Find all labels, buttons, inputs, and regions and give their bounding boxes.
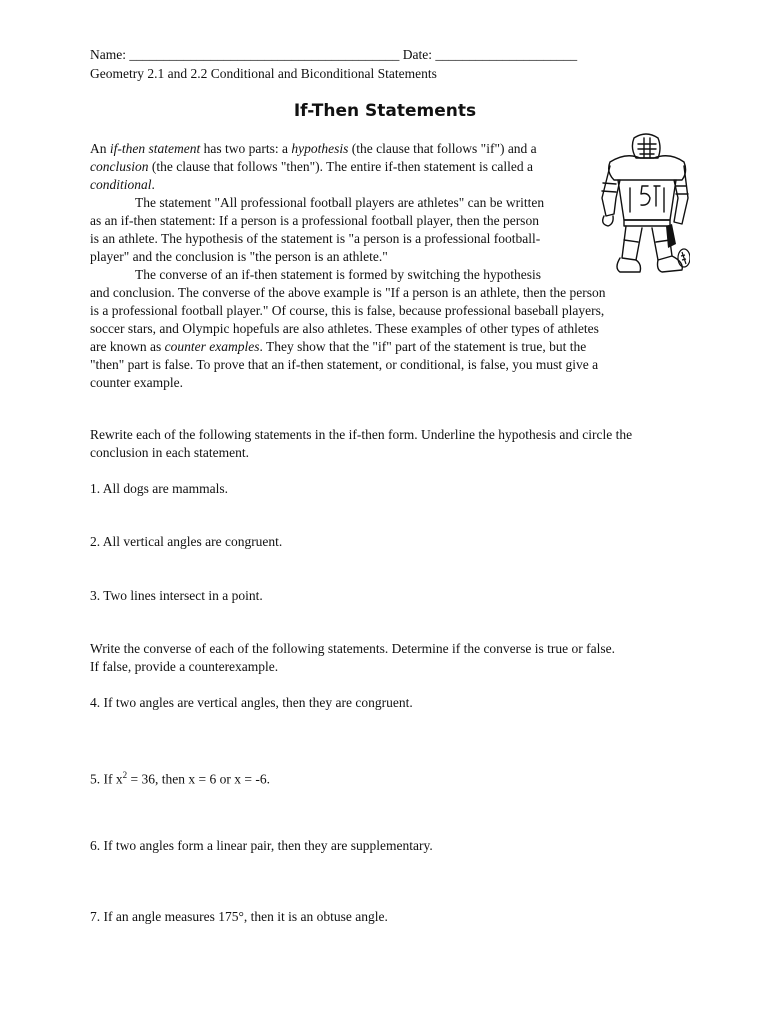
converse-line-3: is a professional football player." Of course, this is false, because professional baseball players, bbox=[90, 303, 605, 318]
example-line-4: player" and the conclusion is "the person is an athlete." bbox=[90, 249, 388, 264]
term-conditional: conditional bbox=[90, 177, 152, 192]
question-5: 5. If $x^2 = 36$, then x = 6 or x = -6. bbox=[90, 770, 270, 787]
page-title: If-Then Statements bbox=[293, 101, 477, 121]
term-conclusion: conclusion bbox=[90, 159, 149, 174]
converse-line-6: "then" part is false. To prove that an if-then statement, or conditional, is false, you must give a bbox=[90, 357, 599, 372]
question-3: 3. Two lines intersect in a point. bbox=[90, 588, 263, 603]
term-counter-examples: counter examples bbox=[164, 339, 260, 354]
question-2: 2. All vertical angles are congruent. bbox=[90, 534, 283, 549]
intro-line-3: conditional. bbox=[90, 177, 155, 192]
example-line-2: as an if-then statement: If a person is a professional football player, then the person bbox=[90, 213, 539, 228]
example-line-3: is an athlete. The hypothesis of the statement is "a person is a professional football- bbox=[90, 231, 541, 246]
converse-line-5: are known as counter examples. They show that the "if" part of the statement is true, but the bbox=[90, 339, 587, 354]
course-line: Geometry 2.1 and 2.2 Conditional and Biconditional Statements bbox=[90, 66, 437, 81]
name-date-line: Name: ________________________________________ Date: _____________________ bbox=[90, 47, 578, 62]
section2-instructions-line-2: If false, provide a counterexample. bbox=[90, 659, 279, 674]
converse-line-1: The converse of an if-then statement is formed by switching the hypothesis bbox=[135, 267, 542, 282]
converse-line-2: and conclusion. The converse of the above example is "If a person is an athlete, then the person bbox=[90, 285, 606, 300]
football-player-icon bbox=[596, 128, 690, 278]
exponent: 2 bbox=[122, 770, 128, 780]
converse-line-4: soccer stars, and Olympic hopefuls are also athletes. These examples of other types of athletes bbox=[90, 321, 599, 336]
term-hypothesis: hypothesis bbox=[291, 141, 349, 156]
term-if-then-statement: if-then statement bbox=[109, 141, 201, 156]
question-6: 6. If two angles form a linear pair, then they are supplementary. bbox=[90, 838, 433, 853]
section1-instructions-line-1: Rewrite each of the following statements in the if-then form. Underline the hypothesis and circle the bbox=[90, 427, 633, 442]
intro-line-1: An if-then statement has two parts: a hypothesis (the clause that follows "if") and a bbox=[90, 141, 537, 156]
question-7: 7. If an angle measures 175°, then it is an obtuse angle. bbox=[90, 909, 388, 924]
converse-line-7: counter example. bbox=[90, 375, 183, 390]
question-4: 4. If two angles are vertical angles, then they are congruent. bbox=[90, 695, 413, 710]
intro-line-2: conclusion (the clause that follows "then"). The entire if-then statement is called a bbox=[90, 159, 534, 174]
example-line-1: The statement "All professional football players are athletes" can be written bbox=[135, 195, 545, 210]
question-1: 1. All dogs are mammals. bbox=[90, 481, 228, 496]
section1-instructions-line-2: conclusion in each statement. bbox=[90, 445, 249, 460]
section2-instructions-line-1: Write the converse of each of the following statements. Determine if the converse is true or false. bbox=[90, 641, 616, 656]
